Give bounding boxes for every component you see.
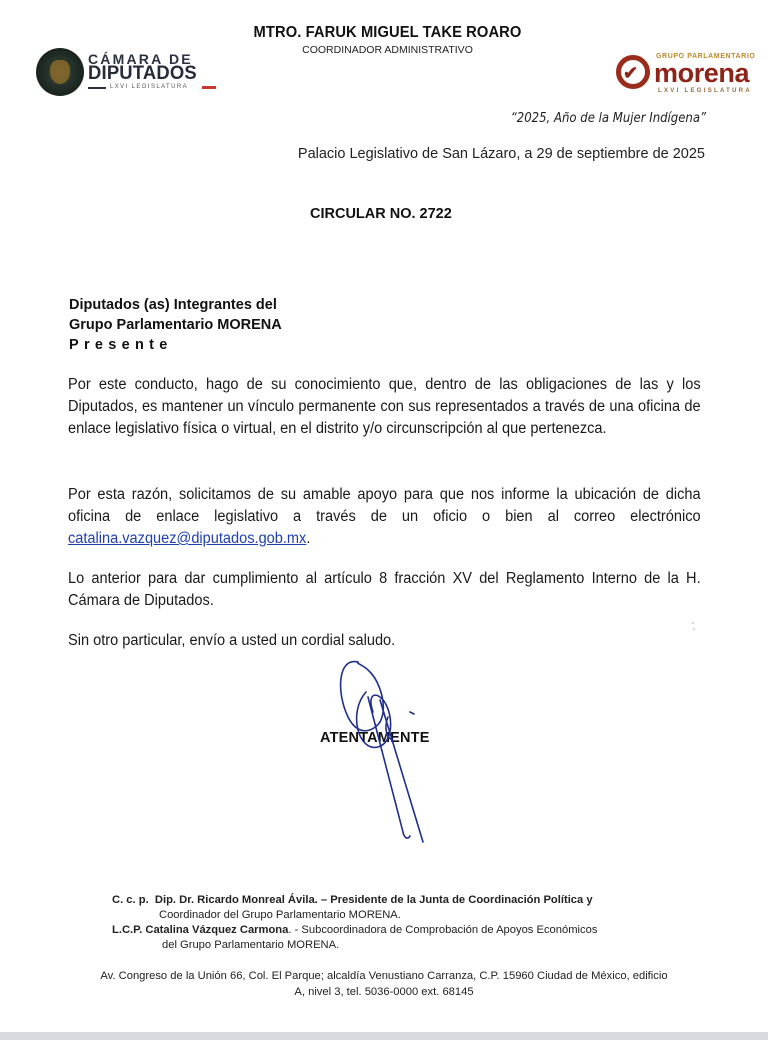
bottom-edge [0,1032,768,1040]
sender-role: COORDINADOR ADMINISTRATIVO [302,44,473,56]
signature-icon [318,652,468,852]
morena-logo-line3: LXVI LEGISLATURA [658,88,753,94]
ccp-entry-1-name: Dip. Dr. Ricardo Monreal Ávila. – Presidente de la Junta de Coordinación Política y [154,894,593,906]
addressee-line2: Grupo Parlamentario MORENA [69,317,282,333]
body-paragraph-1: Por este conducto, hago de su conocimiento que, dentro de las obligaciones de las y los Diputados, es mantener un vínculo permanente con sus representados a través de una oficina de enlace legislativo física o virtual, en el distrito y/o circunscripción al que pertenezca. [68,376,701,437]
ccp-label: C. c. p. [112,894,149,906]
addressee-presente: Presente [69,337,173,353]
place-date: Palacio Legislativo de San Lázaro, a 29 de septiembre de 2025 [297,146,705,162]
footer-line2: A, nivel 3, tel. 5036-0000 ext. 68145 [294,986,474,998]
checkmark-icon: ✔ [623,63,639,83]
camara-logo-line3: LXVI LEGISLATURA [110,84,188,90]
scan-speck [693,628,695,630]
bar-right-divider [202,86,216,89]
circular-number: CIRCULAR NO. 2722 [310,206,452,222]
body-paragraph-2 [68,484,701,550]
paragraph-2-end: . [306,530,311,547]
ccp-entry-2-cont: del Grupo Parlamentario MORENA. [162,939,340,951]
camara-logo-bar [88,86,233,90]
signature-tick [410,712,414,714]
footer-line1: Av. Congreso de la Unión 66, Col. El Parque; alcaldía Venustiano Carranza, C.P. 15960 Ciudad de México, edificio [100,970,668,982]
morena-logo [616,50,762,94]
sender-name: MTRO. FARUK MIGUEL TAKE ROARO [253,24,522,41]
scan-speck [692,622,694,624]
camara-logo [36,46,206,98]
ccp-entry-1 [112,893,597,908]
ccp-entry-2-role: . - Subcoordinadora de Comprobación de Apoyos Económicos [288,924,598,936]
ccp-block [112,893,597,953]
ccp-entry-2 [112,923,597,938]
body-paragraph-3: Lo anterior para dar cumplimiento al artículo 8 fracción XV del Reglamento Interno de la H. Cámara de Diputados. [68,570,701,609]
morena-logo-line2: morena [654,58,750,88]
ccp-entry-2-name: L.C.P. Catalina Vázquez Carmona [112,924,289,936]
bar-left-divider [88,87,106,89]
body-paragraph-4: Sin otro particular, envío a usted un cordial saludo. [68,632,396,649]
ccp-entry-1-cont: Coordinador del Grupo Parlamentario MORENA. [159,909,401,921]
morena-logo-line1: GRUPO PARLAMENTARIO [656,53,756,60]
camara-seal-icon [36,48,84,96]
closing-atentamente: ATENTAMENTE [320,730,430,746]
addressee-line1: Diputados (as) Integrantes del [69,297,277,313]
email-link[interactable]: catalina.vazquez@diputados.gob.mx [68,530,307,547]
camara-logo-line2: DIPUTADOS [88,63,197,84]
eagle-emblem-icon [50,60,70,84]
camara-logo-line1: CÁMARA DE [88,51,193,67]
year-motto: “2025, Año de la Mujer Indígena” [510,111,706,126]
addressee-block [69,295,282,355]
signature-stroke-1 [368,697,410,838]
paragraph-2-text: Por esta razón, solicitamos de su amable apoyo para que nos informe la ubicación de dicha oficina de enlace legislativo a través de un oficio o bien al correo electrónico [68,486,701,525]
footer-address [0,968,768,1000]
